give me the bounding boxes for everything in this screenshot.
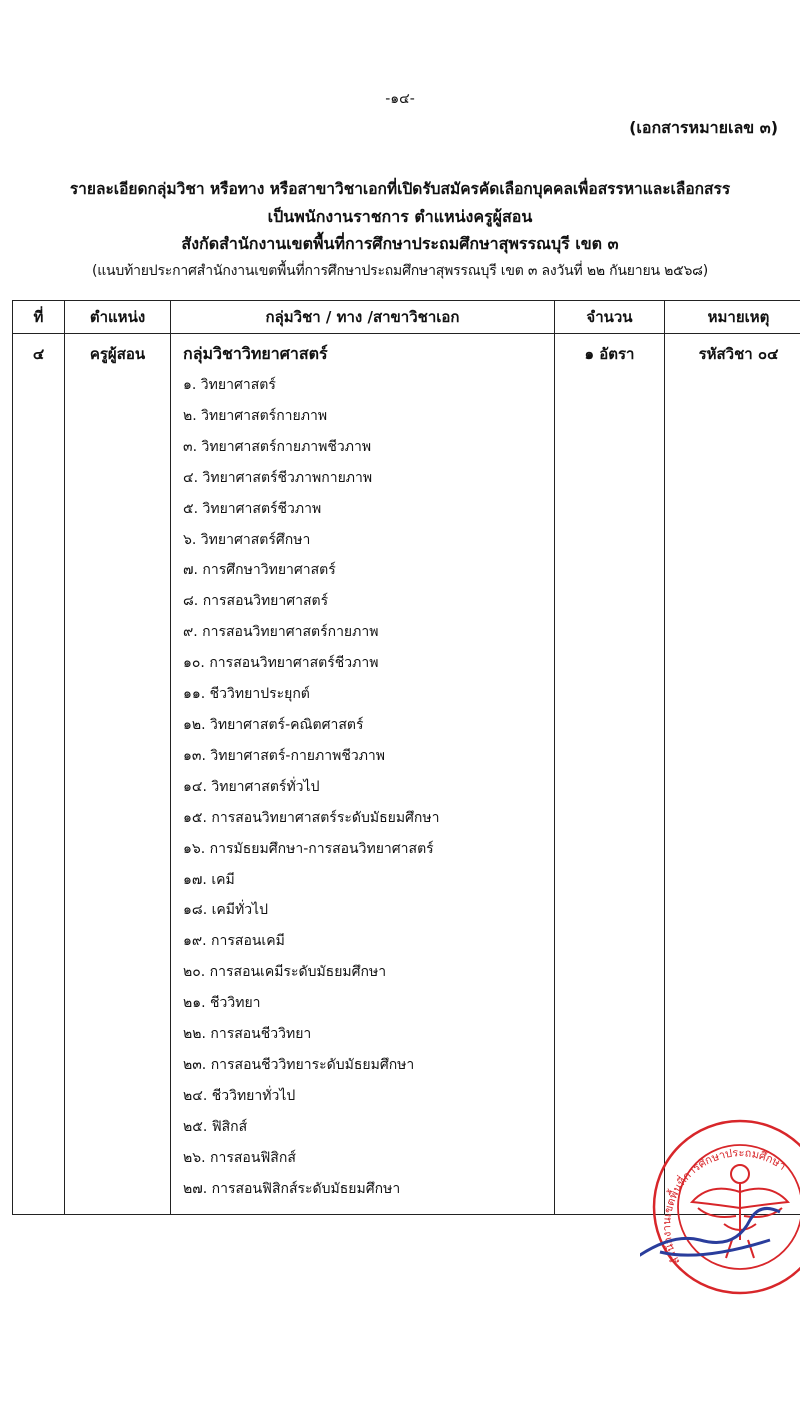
list-item: ๒๓. การสอนชีววิทยาระดับมัธยมศึกษา xyxy=(183,1056,415,1073)
document-subtitle: (แนบท้ายประกาศสำนักงานเขตพื้นที่การศึกษาประถมศึกษาสุพรรณบุรี เขต ๓ ลงวันที่ ๒๒ กันยายน ๒๕๖๘) xyxy=(91,263,709,279)
list-item: ๙. การสอนวิทยาศาสตร์กายภาพ xyxy=(183,624,379,641)
list-item: ๒๗. การสอนฟิสิกส์ระดับมัธยมศึกษา xyxy=(183,1180,401,1197)
list-item: ๘. การสอนวิทยาศาสตร์ xyxy=(183,593,329,610)
document-heading xyxy=(0,176,800,257)
heading-line-1: รายละเอียดกลุ่มวิชา หรือทาง หรือสาขาวิชาเอกที่เปิดรับสมัครคัดเลือกบุคคลเพื่อสรรหาและเลือกสรร xyxy=(69,180,731,198)
list-item: ๑๑. ชีววิทยาประยุกต์ xyxy=(183,686,310,703)
list-item: ๑๖. การมัธยมศึกษา-การสอนวิทยาศาสตร์ xyxy=(183,840,434,857)
list-item: ๒. วิทยาศาสตร์กายภาพ xyxy=(183,407,328,424)
list-item: ๑๒. วิทยาศาสตร์-คณิตศาสตร์ xyxy=(183,716,364,733)
list-item: ๑๗. เคมี xyxy=(183,871,235,888)
list-item: ๑๔. วิทยาศาสตร์ทั่วไป xyxy=(183,778,320,795)
row-no: ๔ xyxy=(13,334,65,1215)
subject-table xyxy=(12,300,800,1215)
header-position: ตำแหน่ง xyxy=(65,301,171,334)
list-item: ๓. วิทยาศาสตร์กายภาพชีวภาพ xyxy=(183,438,372,455)
list-item: ๗. การศึกษาวิทยาศาสตร์ xyxy=(183,562,336,579)
subject-list xyxy=(177,370,548,1204)
list-item: ๒๑. ชีววิทยา xyxy=(183,995,261,1012)
list-item: ๒๒. การสอนชีววิทยา xyxy=(183,1026,312,1043)
header-remark: หมายเหตุ xyxy=(665,301,800,334)
table-row xyxy=(13,334,800,1215)
list-item: ๒๔. ชีววิทยาทั่วไป xyxy=(183,1087,296,1104)
document-reference: (เอกสารหมายเลข ๓) xyxy=(629,118,778,137)
header-subject: กลุ่มวิชา / ทาง /สาขาวิชาเอก xyxy=(171,301,555,334)
table-header-row xyxy=(13,301,800,334)
list-item: ๑๕. การสอนวิทยาศาสตร์ระดับมัธยมศึกษา xyxy=(183,809,440,826)
row-subject-cell xyxy=(171,334,555,1215)
list-item: ๑๘. เคมีทั่วไป xyxy=(183,902,268,919)
row-quantity: ๑ อัตรา xyxy=(555,334,665,1215)
list-item: ๒๐. การสอนเคมีระดับมัธยมศึกษา xyxy=(183,964,387,981)
subject-group-title: กลุ่มวิชาวิทยาศาสตร์ xyxy=(183,344,328,363)
page-number: -๑๔- xyxy=(385,91,415,107)
row-remark: รหัสวิชา ๐๔ xyxy=(665,334,800,1215)
header-quantity: จำนวน xyxy=(555,301,665,334)
row-position: ครูผู้สอน xyxy=(65,334,171,1215)
heading-line-2: เป็นพนักงานราชการ ตำแหน่งครูผู้สอน xyxy=(267,207,533,226)
heading-line-3: สังกัดสำนักงานเขตพื้นที่การศึกษาประถมศึกษาสุพรรณบุรี เขต ๓ xyxy=(181,234,619,253)
list-item: ๒๖. การสอนฟิสิกส์ xyxy=(183,1149,296,1166)
list-item: ๑๓. วิทยาศาสตร์-กายภาพชีวภาพ xyxy=(183,747,386,764)
garuda-emblem xyxy=(692,1165,788,1258)
list-item: ๑๐. การสอนวิทยาศาสตร์ชีวภาพ xyxy=(183,655,379,672)
list-item: ๖. วิทยาศาสตร์ศึกษา xyxy=(183,531,311,548)
garuda-seal-icon xyxy=(640,1112,800,1302)
list-item: ๔. วิทยาศาสตร์ชีวภาพกายภาพ xyxy=(183,469,373,486)
list-item: ๑. วิทยาศาสตร์ xyxy=(183,377,276,393)
list-item: ๒๕. ฟิสิกส์ xyxy=(183,1118,248,1135)
list-item: ๑๙. การสอนเคมี xyxy=(183,933,285,950)
list-item: ๕. วิทยาศาสตร์ชีวภาพ xyxy=(183,500,322,517)
header-no: ที่ xyxy=(13,301,65,334)
seal-text-path: สำนักงานเขตพื้นที่การศึกษาประถมศึกษา xyxy=(660,1146,789,1267)
